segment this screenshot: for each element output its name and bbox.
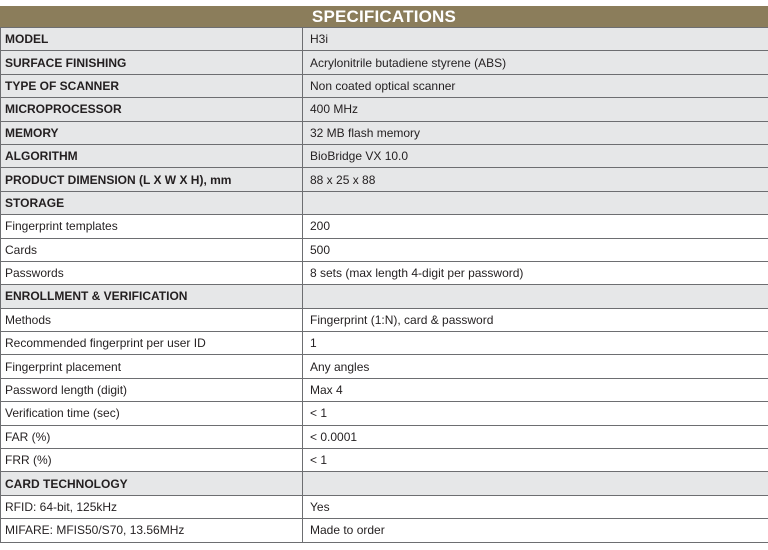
spec-value: BioBridge VX 10.0: [303, 144, 768, 167]
spec-value: < 0.0001: [303, 425, 768, 448]
spec-row: [1, 144, 768, 167]
spec-label: PRODUCT DIMENSION (L X W X H), mm: [1, 168, 303, 191]
spec-value: Yes: [303, 495, 768, 518]
spec-label: MIFARE: MFIS50/S70, 13.56MHz: [1, 519, 303, 542]
spec-row: [1, 332, 768, 355]
spec-value: 400 MHz: [303, 98, 768, 121]
spec-row: [1, 74, 768, 97]
spec-label: Methods: [1, 308, 303, 331]
spec-value: 500: [303, 238, 768, 261]
spec-row: [1, 378, 768, 401]
section-title: ENROLLMENT & VERIFICATION: [1, 285, 303, 308]
spec-value: < 1: [303, 449, 768, 472]
spec-label: ALGORITHM: [1, 144, 303, 167]
specifications-title: SPECIFICATIONS: [0, 6, 768, 27]
spec-label: FAR (%): [1, 425, 303, 448]
spec-value: Acrylonitrile butadiene styrene (ABS): [303, 51, 768, 74]
spec-row: [1, 98, 768, 121]
spec-value: 200: [303, 215, 768, 238]
spec-label: Recommended fingerprint per user ID: [1, 332, 303, 355]
spec-value: Made to order: [303, 519, 768, 542]
spec-label: Passwords: [1, 261, 303, 284]
spec-row: [1, 261, 768, 284]
spec-label: Fingerprint templates: [1, 215, 303, 238]
spec-label: TYPE OF SCANNER: [1, 74, 303, 97]
spec-row: [1, 519, 768, 542]
spec-value: Non coated optical scanner: [303, 74, 768, 97]
spec-label: Verification time (sec): [1, 402, 303, 425]
specifications-table-body: [1, 28, 768, 543]
spec-row: [1, 308, 768, 331]
spec-value: < 1: [303, 402, 768, 425]
spec-row: [1, 215, 768, 238]
specifications-table: [0, 27, 768, 543]
spec-label: MODEL: [1, 28, 303, 51]
spec-label: MICROPROCESSOR: [1, 98, 303, 121]
section-header-row: [1, 191, 768, 214]
spec-row: [1, 238, 768, 261]
spec-label: MEMORY: [1, 121, 303, 144]
spec-row: [1, 355, 768, 378]
spec-row: [1, 121, 768, 144]
spec-value: 88 x 25 x 88: [303, 168, 768, 191]
spec-row: [1, 28, 768, 51]
spec-label: Cards: [1, 238, 303, 261]
section-header-row: [1, 472, 768, 495]
spec-row: [1, 425, 768, 448]
spec-value: 32 MB flash memory: [303, 121, 768, 144]
spec-value: H3i: [303, 28, 768, 51]
spec-row: [1, 449, 768, 472]
section-value-empty: [303, 285, 768, 308]
spec-value: Any angles: [303, 355, 768, 378]
section-value-empty: [303, 472, 768, 495]
spec-label: Password length (digit): [1, 378, 303, 401]
section-header-row: [1, 285, 768, 308]
spec-label: SURFACE FINISHING: [1, 51, 303, 74]
spec-label: FRR (%): [1, 449, 303, 472]
section-title: CARD TECHNOLOGY: [1, 472, 303, 495]
spec-value: 8 sets (max length 4-digit per password): [303, 261, 768, 284]
spec-label: Fingerprint placement: [1, 355, 303, 378]
spec-row: [1, 51, 768, 74]
section-value-empty: [303, 191, 768, 214]
spec-row: [1, 402, 768, 425]
spec-row: [1, 168, 768, 191]
section-title: STORAGE: [1, 191, 303, 214]
spec-value: Fingerprint (1:N), card & password: [303, 308, 768, 331]
spec-row: [1, 495, 768, 518]
spec-label: RFID: 64-bit, 125kHz: [1, 495, 303, 518]
spec-value: 1: [303, 332, 768, 355]
spec-value: Max 4: [303, 378, 768, 401]
